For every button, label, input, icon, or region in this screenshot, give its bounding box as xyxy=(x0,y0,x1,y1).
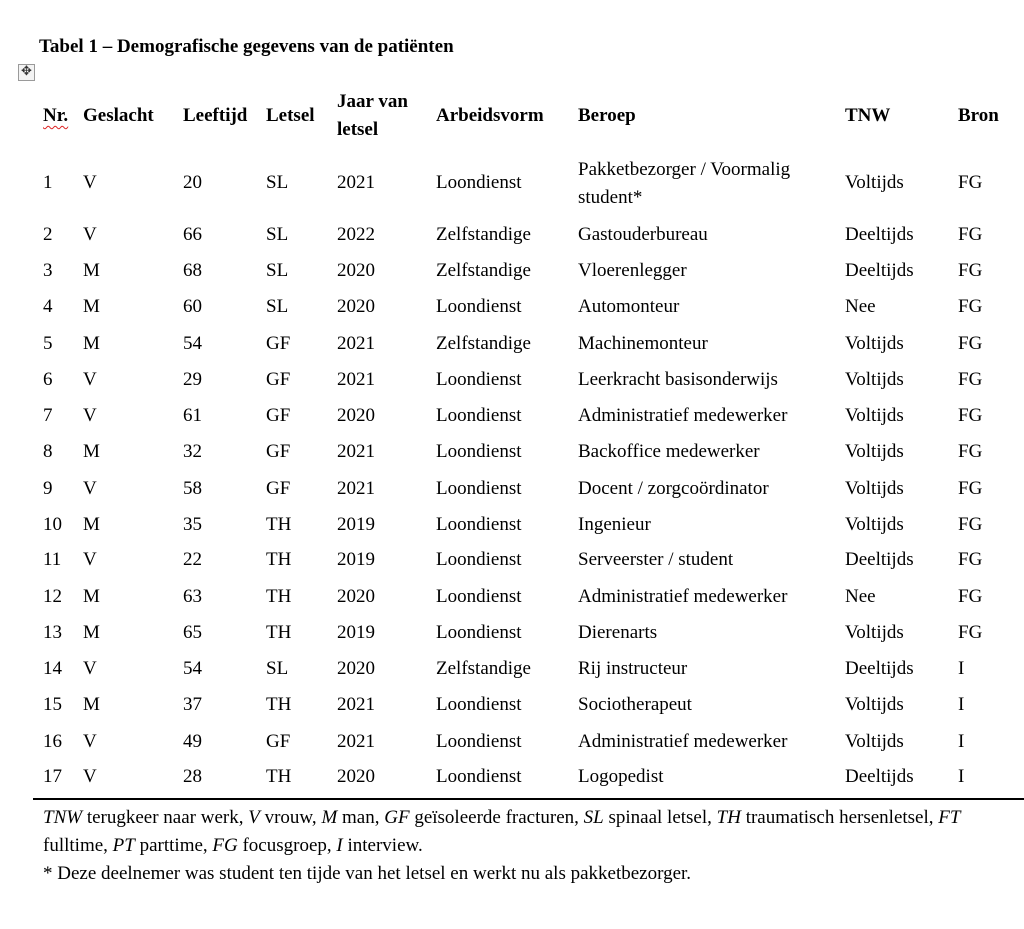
cell-beroep xyxy=(578,584,787,610)
cell-bron: FG xyxy=(958,333,983,354)
beroep-line: Administratief medewerker xyxy=(578,405,788,426)
cell-bron: I xyxy=(958,694,965,715)
header-leeftijd: Leeftijd xyxy=(183,105,248,126)
legend-abbr: FG xyxy=(212,835,238,856)
cell-letsel: SL xyxy=(266,172,289,193)
cell-nr: 15 xyxy=(43,694,62,715)
cell-nr: 13 xyxy=(43,622,62,643)
cell-bron: I xyxy=(958,658,965,679)
cell-bron: FG xyxy=(958,405,983,426)
cell-arbeidsvorm: Loondienst xyxy=(436,405,522,426)
cell-geslacht: M xyxy=(83,694,100,715)
cell-tnw: Voltijds xyxy=(845,694,904,715)
header-jaar-van-letsel xyxy=(337,88,408,144)
cell-jaar-van-letsel: 2021 xyxy=(337,731,375,752)
header-bron: Bron xyxy=(958,105,999,126)
cell-beroep xyxy=(578,156,790,212)
cell-tnw: Voltijds xyxy=(845,441,904,462)
cell-arbeidsvorm: Loondienst xyxy=(436,369,522,390)
cell-nr: 10 xyxy=(43,514,62,535)
cell-nr: 8 xyxy=(43,441,53,462)
beroep-line: Backoffice medewerker xyxy=(578,441,760,462)
cell-beroep xyxy=(578,620,657,646)
cell-leeftijd: 49 xyxy=(183,731,202,752)
cell-geslacht: M xyxy=(83,333,100,354)
cell-leeftijd: 28 xyxy=(183,766,202,787)
cell-nr: 5 xyxy=(43,333,53,354)
cell-beroep xyxy=(578,439,760,465)
cell-nr: 16 xyxy=(43,731,62,752)
cell-arbeidsvorm: Loondienst xyxy=(436,514,522,535)
cell-nr: 9 xyxy=(43,478,53,499)
cell-arbeidsvorm: Loondienst xyxy=(436,731,522,752)
cell-arbeidsvorm: Loondienst xyxy=(436,549,522,570)
header-tnw: TNW xyxy=(845,105,891,126)
move-table-icon[interactable]: ✥ xyxy=(18,64,35,81)
cell-beroep xyxy=(578,729,787,755)
cell-beroep xyxy=(578,294,679,320)
legend-abbr: V xyxy=(248,807,260,828)
cell-letsel: SL xyxy=(266,224,289,245)
cell-arbeidsvorm: Loondienst xyxy=(436,622,522,643)
cell-letsel: SL xyxy=(266,296,289,317)
cell-tnw: Nee xyxy=(845,586,876,607)
cell-letsel: TH xyxy=(266,549,292,570)
header-arbeidsvorm: Arbeidsvorm xyxy=(436,105,544,126)
beroep-line: Docent / zorgcoördinator xyxy=(578,478,769,499)
cell-tnw: Voltijds xyxy=(845,172,904,193)
cell-beroep xyxy=(578,656,687,682)
cell-leeftijd: 60 xyxy=(183,296,202,317)
beroep-line: Rij instructeur xyxy=(578,658,688,679)
cell-bron: FG xyxy=(958,441,983,462)
beroep-line: Machinemonteur xyxy=(578,333,708,354)
header-nr: Nr. xyxy=(43,105,69,126)
cell-bron: I xyxy=(958,731,965,752)
cell-geslacht: M xyxy=(83,622,100,643)
cell-arbeidsvorm: Loondienst xyxy=(436,441,522,462)
cell-letsel: GF xyxy=(266,731,291,752)
cell-arbeidsvorm: Zelfstandige xyxy=(436,260,531,281)
cell-jaar-van-letsel: 2019 xyxy=(337,514,375,535)
cell-jaar-van-letsel: 2022 xyxy=(337,224,375,245)
cell-jaar-van-letsel: 2020 xyxy=(337,586,375,607)
cell-tnw: Voltijds xyxy=(845,731,904,752)
cell-letsel: TH xyxy=(266,694,292,715)
beroep-line: Sociotherapeut xyxy=(578,694,692,715)
cell-beroep xyxy=(578,331,708,357)
cell-bron: FG xyxy=(958,478,983,499)
header-geslacht: Geslacht xyxy=(83,105,154,126)
cell-letsel: GF xyxy=(266,478,291,499)
header-letsel: Letsel xyxy=(266,105,315,126)
cell-geslacht: V xyxy=(83,549,97,570)
beroep-line: Ingenieur xyxy=(578,514,651,535)
cell-arbeidsvorm: Loondienst xyxy=(436,172,522,193)
cell-arbeidsvorm: Loondienst xyxy=(436,586,522,607)
beroep-line: Dierenarts xyxy=(578,622,658,643)
cell-bron: FG xyxy=(958,172,983,193)
cell-leeftijd: 22 xyxy=(183,549,202,570)
legend-text: interview. xyxy=(342,835,423,856)
cell-beroep xyxy=(578,258,687,284)
cell-jaar-van-letsel: 2021 xyxy=(337,478,375,499)
cell-arbeidsvorm: Zelfstandige xyxy=(436,658,531,679)
beroep-line: Administratief medewerker xyxy=(578,731,788,752)
cell-bron: FG xyxy=(958,586,983,607)
cell-tnw: Deeltijds xyxy=(845,766,914,787)
legend-text: parttime, xyxy=(134,835,213,856)
beroep-line: student* xyxy=(578,187,643,208)
cell-bron: FG xyxy=(958,260,983,281)
cell-geslacht: V xyxy=(83,172,97,193)
cell-arbeidsvorm: Loondienst xyxy=(436,694,522,715)
cell-bron: FG xyxy=(958,622,983,643)
cell-jaar-van-letsel: 2021 xyxy=(337,369,375,390)
cell-letsel: TH xyxy=(266,766,292,787)
cell-nr: 2 xyxy=(43,224,53,245)
cell-tnw: Deeltijds xyxy=(845,260,914,281)
cell-leeftijd: 68 xyxy=(183,260,202,281)
cell-tnw: Nee xyxy=(845,296,876,317)
cell-arbeidsvorm: Zelfstandige xyxy=(436,224,531,245)
cell-letsel: SL xyxy=(266,658,289,679)
cell-leeftijd: 37 xyxy=(183,694,202,715)
cell-jaar-van-letsel: 2020 xyxy=(337,658,375,679)
cell-leeftijd: 58 xyxy=(183,478,202,499)
legend-text: geïsoleerde fracturen, xyxy=(409,807,584,828)
legend-abbr: PT xyxy=(112,835,135,856)
cell-jaar-van-letsel: 2021 xyxy=(337,172,375,193)
cell-leeftijd: 20 xyxy=(183,172,202,193)
cell-tnw: Voltijds xyxy=(845,514,904,535)
cell-geslacht: V xyxy=(83,731,97,752)
beroep-line: Administratief medewerker xyxy=(578,586,788,607)
cell-beroep xyxy=(578,512,651,538)
cell-jaar-van-letsel: 2021 xyxy=(337,441,375,462)
cell-nr: 3 xyxy=(43,260,53,281)
legend-abbr: M xyxy=(321,807,338,828)
cell-geslacht: M xyxy=(83,296,100,317)
cell-leeftijd: 66 xyxy=(183,224,202,245)
cell-bron: FG xyxy=(958,369,983,390)
cell-arbeidsvorm: Loondienst xyxy=(436,296,522,317)
cell-jaar-van-letsel: 2021 xyxy=(337,333,375,354)
header-line: Jaar van xyxy=(337,91,408,112)
cell-jaar-van-letsel: 2019 xyxy=(337,549,375,570)
cell-letsel: TH xyxy=(266,586,292,607)
cell-tnw: Voltijds xyxy=(845,405,904,426)
legend-text: terugkeer naar werk, xyxy=(82,807,249,828)
legend-text: spinaal letsel, xyxy=(603,807,717,828)
cell-beroep xyxy=(578,764,664,790)
cell-leeftijd: 63 xyxy=(183,586,202,607)
cell-letsel: GF xyxy=(266,369,291,390)
cell-geslacht: V xyxy=(83,369,97,390)
cell-jaar-van-letsel: 2020 xyxy=(337,766,375,787)
cell-beroep xyxy=(578,403,787,429)
cell-geslacht: M xyxy=(83,260,100,281)
cell-geslacht: V xyxy=(83,658,97,679)
cell-leeftijd: 54 xyxy=(183,658,202,679)
cell-letsel: GF xyxy=(266,405,291,426)
cell-leeftijd: 65 xyxy=(183,622,202,643)
cell-jaar-van-letsel: 2019 xyxy=(337,622,375,643)
table-title: Tabel 1 – Demografische gegevens van de patiënten xyxy=(39,36,454,57)
cell-letsel: TH xyxy=(266,514,292,535)
beroep-line: Vloerenlegger xyxy=(578,260,687,281)
cell-bron: FG xyxy=(958,549,983,570)
cell-beroep xyxy=(578,476,769,502)
cell-nr: 6 xyxy=(43,369,53,390)
cell-tnw: Deeltijds xyxy=(845,549,914,570)
cell-geslacht: V xyxy=(83,224,97,245)
cell-jaar-van-letsel: 2020 xyxy=(337,260,375,281)
legend-text: traumatisch hersenletsel, xyxy=(740,807,939,828)
cell-jaar-van-letsel: 2020 xyxy=(337,296,375,317)
legend-text: vrouw, xyxy=(259,807,322,828)
cell-nr: 1 xyxy=(43,172,53,193)
cell-geslacht: M xyxy=(83,514,100,535)
cell-leeftijd: 32 xyxy=(183,441,202,462)
cell-geslacht: V xyxy=(83,478,97,499)
legend-text: focusgroep, xyxy=(237,835,337,856)
cell-leeftijd: 29 xyxy=(183,369,202,390)
cell-jaar-van-letsel: 2021 xyxy=(337,694,375,715)
cell-tnw: Voltijds xyxy=(845,622,904,643)
cell-bron: I xyxy=(958,766,965,787)
cell-leeftijd: 54 xyxy=(183,333,202,354)
cell-bron: FG xyxy=(958,224,983,245)
beroep-line: Logopedist xyxy=(578,766,664,787)
legend-abbr: FT xyxy=(938,807,961,828)
legend-abbr: I xyxy=(336,835,343,856)
cell-nr: 4 xyxy=(43,296,53,317)
cell-tnw: Voltijds xyxy=(845,369,904,390)
cell-jaar-van-letsel: 2020 xyxy=(337,405,375,426)
cell-letsel: GF xyxy=(266,441,291,462)
cell-bron: FG xyxy=(958,514,983,535)
header-line: letsel xyxy=(337,119,379,140)
cell-arbeidsvorm: Loondienst xyxy=(436,766,522,787)
cell-tnw: Voltijds xyxy=(845,333,904,354)
cell-letsel: TH xyxy=(266,622,292,643)
footnote: * Deze deelnemer was student ten tijde van het letsel en werkt nu als pakketbezorger. xyxy=(43,863,692,884)
cell-letsel: SL xyxy=(266,260,289,281)
cell-nr: 12 xyxy=(43,586,62,607)
cell-tnw: Voltijds xyxy=(845,478,904,499)
beroep-line: Pakketbezorger / Voormalig xyxy=(578,159,791,180)
beroep-line: Automonteur xyxy=(578,296,680,317)
cell-letsel: GF xyxy=(266,333,291,354)
cell-geslacht: V xyxy=(83,405,97,426)
cell-leeftijd: 35 xyxy=(183,514,202,535)
cell-arbeidsvorm: Zelfstandige xyxy=(436,333,531,354)
abbreviation-legend xyxy=(43,804,1003,860)
cell-beroep xyxy=(578,367,778,393)
beroep-line: Serveerster / student xyxy=(578,549,734,570)
legend-abbr: GF xyxy=(384,807,410,828)
cell-bron: FG xyxy=(958,296,983,317)
cell-tnw: Deeltijds xyxy=(845,658,914,679)
table-bottom-rule xyxy=(33,798,1024,800)
beroep-line: Gastouderbureau xyxy=(578,224,708,245)
cell-beroep xyxy=(578,547,733,573)
cell-tnw: Deeltijds xyxy=(845,224,914,245)
cell-arbeidsvorm: Loondienst xyxy=(436,478,522,499)
cell-geslacht: M xyxy=(83,586,100,607)
cell-beroep xyxy=(578,222,708,248)
legend-text: fulltime, xyxy=(43,835,113,856)
header-beroep: Beroep xyxy=(578,105,636,126)
cell-nr: 14 xyxy=(43,658,62,679)
beroep-line: Leerkracht basisonderwijs xyxy=(578,369,778,390)
cell-geslacht: V xyxy=(83,766,97,787)
cell-geslacht: M xyxy=(83,441,100,462)
cell-nr: 7 xyxy=(43,405,53,426)
cell-nr: 17 xyxy=(43,766,62,787)
table-notes xyxy=(43,804,1003,888)
cell-beroep xyxy=(578,692,692,718)
cell-nr: 11 xyxy=(43,549,62,570)
legend-abbr: TH xyxy=(716,807,741,828)
legend-abbr: TNW xyxy=(43,807,83,828)
legend-text: man, xyxy=(337,807,385,828)
cell-leeftijd: 61 xyxy=(183,405,202,426)
legend-abbr: SL xyxy=(583,807,604,828)
